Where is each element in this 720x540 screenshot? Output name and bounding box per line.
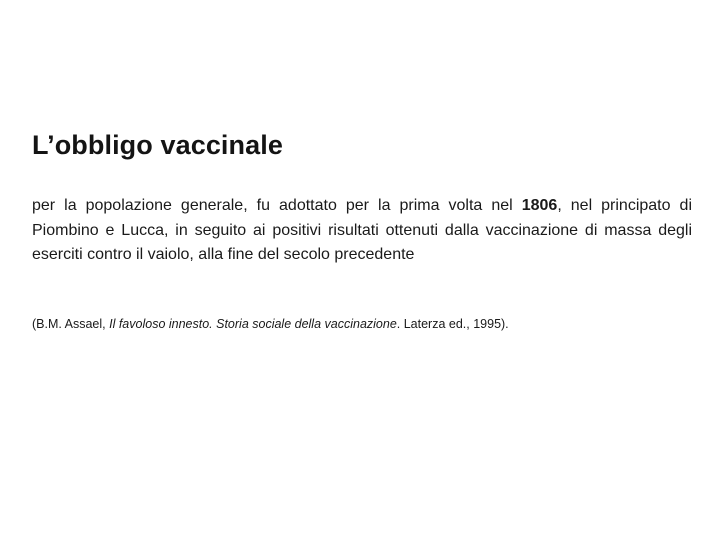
citation-prefix: (B.M. Assael, [32,317,110,331]
slide-title: L’obbligo vaccinale [32,130,283,160]
citation [32,315,692,333]
body-paragraph [32,194,692,268]
citation-work-title: Il favoloso innesto. Storia sociale della vaccinazione [109,317,397,331]
body-text-after: , nel principato di Piombino e Lucca, in seguito ai positivi risultati ottenuti dalla vaccinazione di massa degli eserciti contro il vaiolo, alla fine del secolo precedente [32,197,692,263]
citation-suffix: . Laterza ed., 1995). [396,317,509,331]
body-year: 1806 [521,197,558,214]
body-text-before: per la popolazione generale, fu adottato per la prima volta nel [32,197,522,214]
